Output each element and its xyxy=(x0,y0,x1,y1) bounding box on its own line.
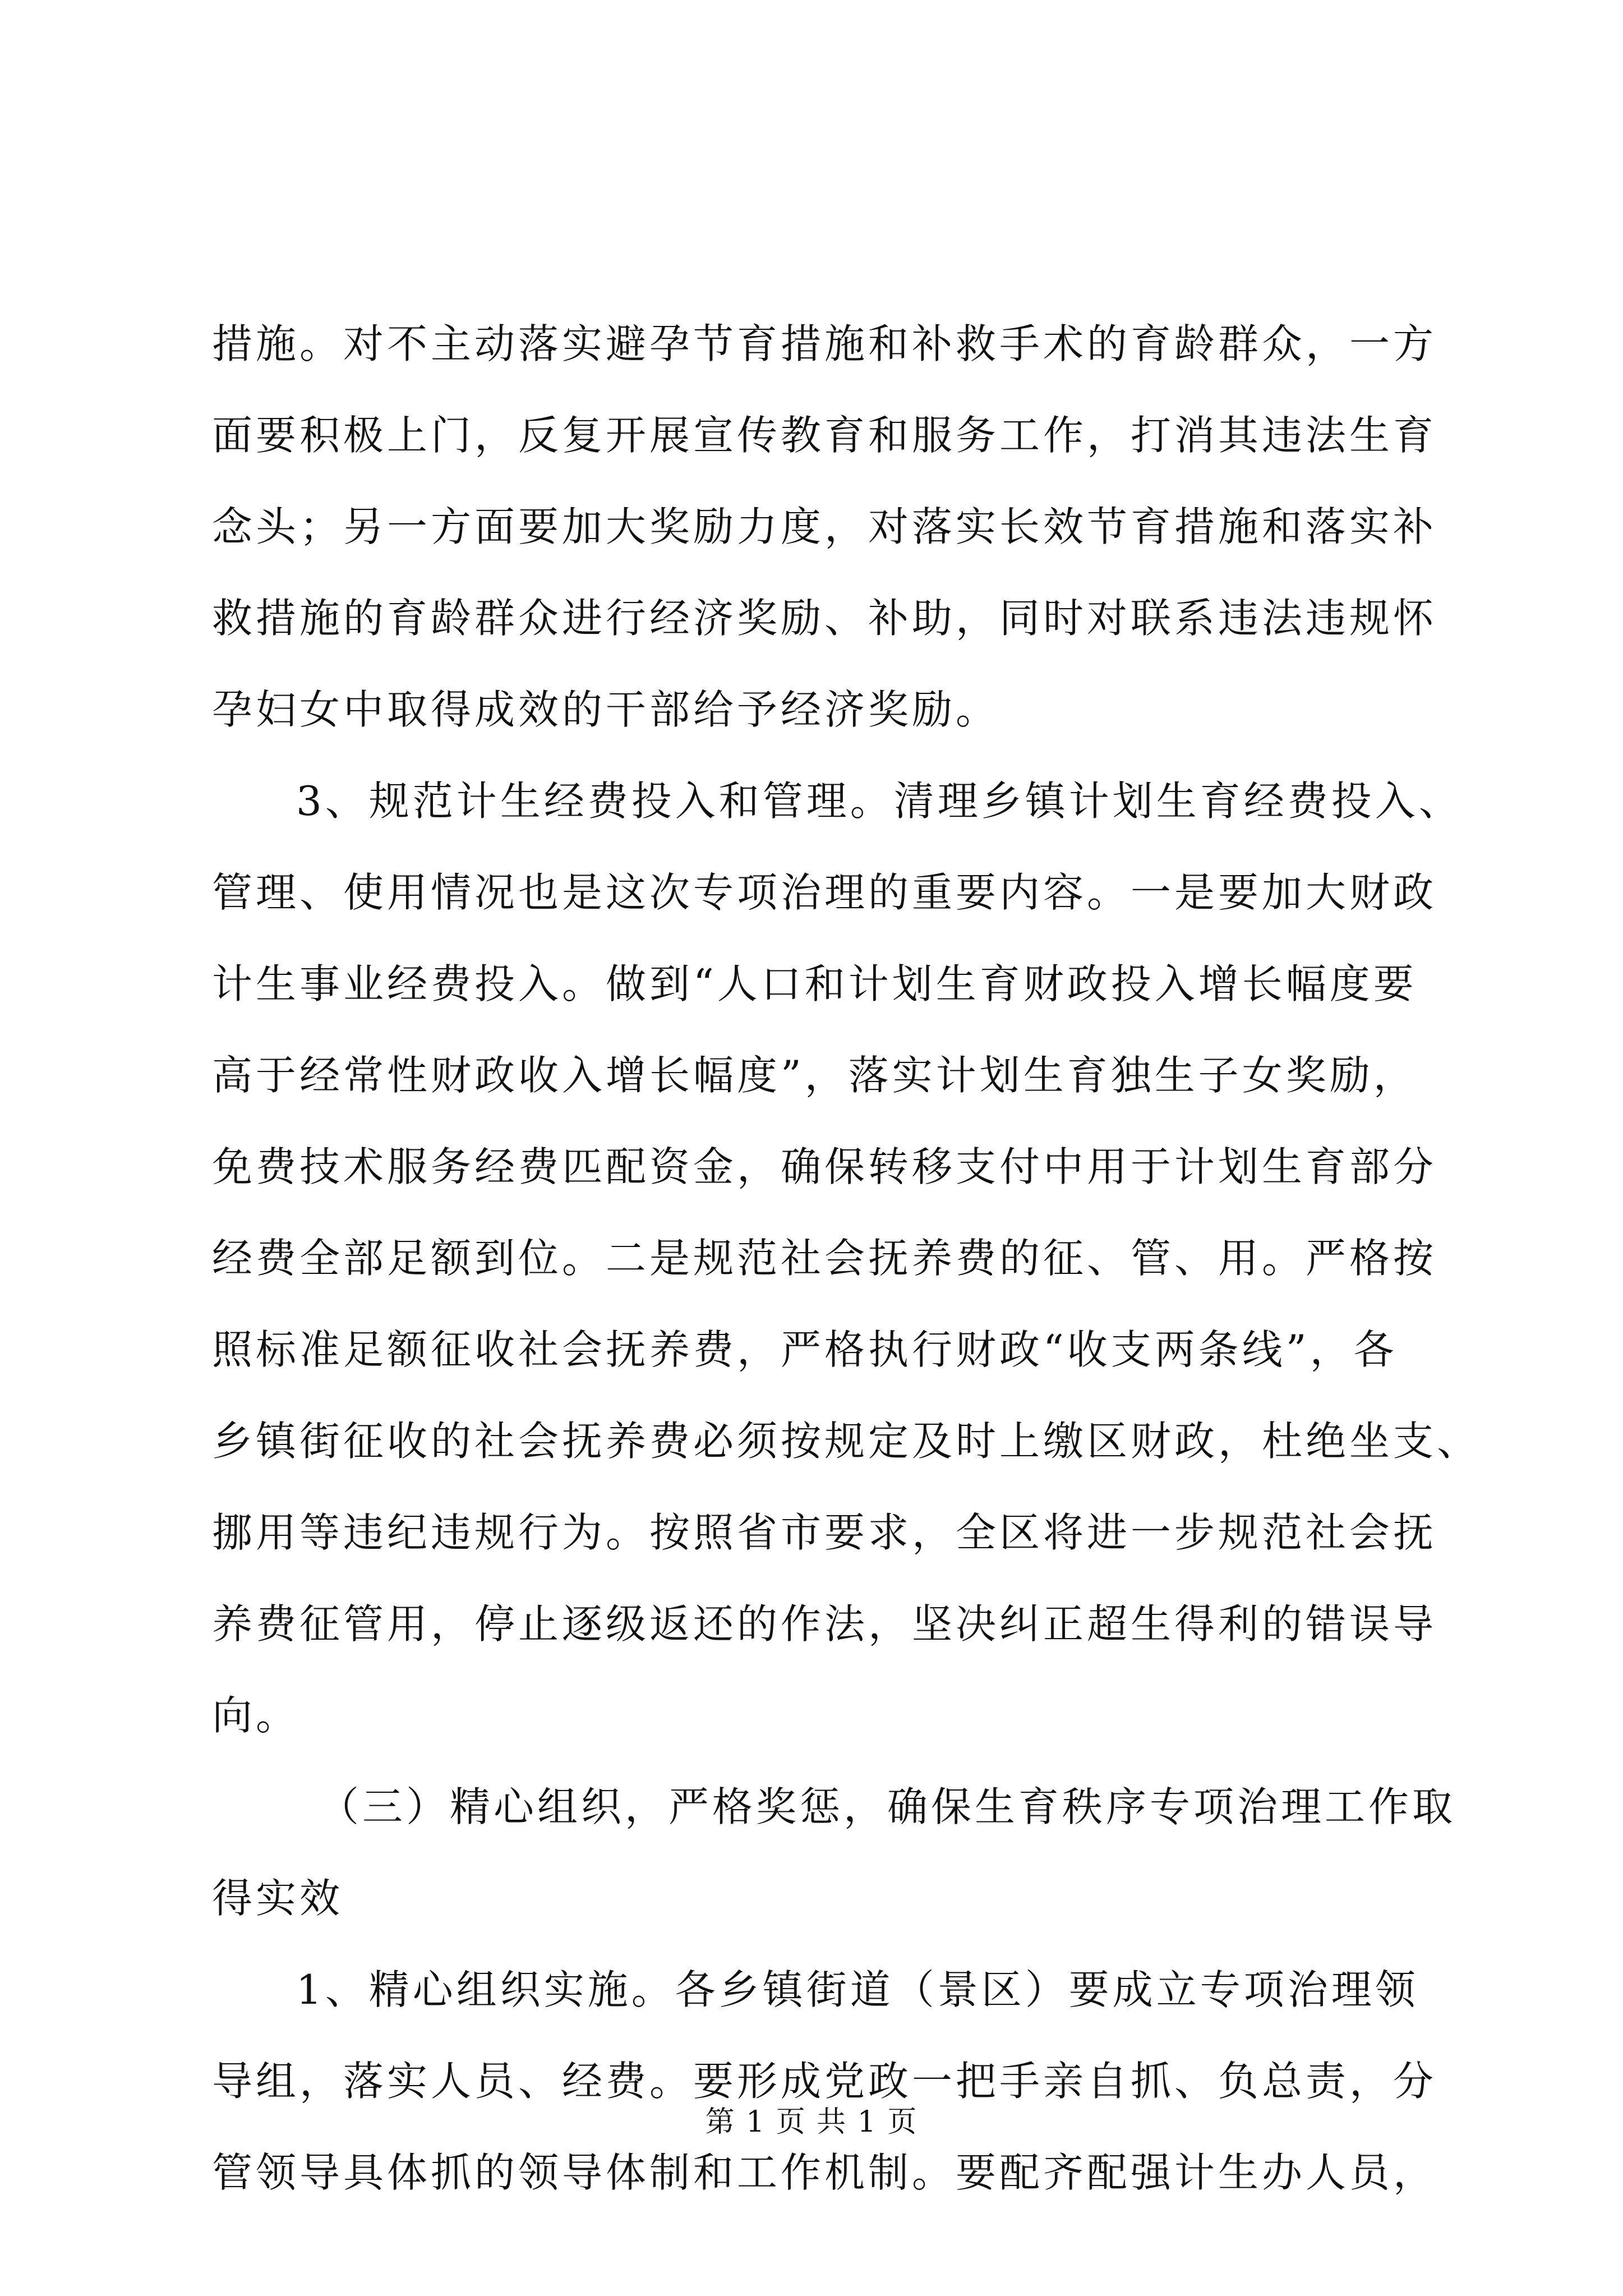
document-body xyxy=(212,298,1481,2219)
text-line: 向。 xyxy=(212,1692,300,1739)
text-line: 计生事业经费投入。做到“人口和计划生育财政投入增长幅度要 xyxy=(212,960,1417,1007)
text-line: 经费全部足额到位。二是规范社会抚养费的征、管、用。严格按 xyxy=(212,1235,1437,1282)
text-line: 管理、使用情况也是这次专项治理的重要内容。一是要加大财政 xyxy=(212,869,1437,916)
text-line: 高于经常性财政收入增长幅度”，落实计划生育独生子女奖励， xyxy=(212,1052,1417,1099)
section-heading: （三）精心组织，严格奖惩，确保生育秩序专项治理工作取 xyxy=(319,1783,1456,1830)
text-line: 挪用等违纪违规行为。按照省市要求，全区将进一步规范社会抚 xyxy=(212,1509,1437,1556)
text-line: 1、精心组织实施。各乡镇街道（景区）要成立专项治理领 xyxy=(296,1966,1419,2013)
text-line: 念头；另一方面要加大奖励力度，对落实长效节育措施和落实补 xyxy=(212,503,1437,550)
text-line: 孕妇女中取得成效的干部给予经济奖励。 xyxy=(212,686,1000,733)
section-heading: 得实效 xyxy=(212,1875,344,1922)
text-line: 3、规范计生经费投入和管理。清理乡镇计划生育经费投入、 xyxy=(296,777,1463,825)
text-line: 乡镇街征收的社会抚养费必须按规定及时上缴区财政，杜绝坐支、 xyxy=(212,1418,1481,1465)
text-line: 导组，落实人员、经费。要形成党政一把手亲自抓、负总责，分 xyxy=(212,2058,1437,2105)
text-line: 管领导具体抓的领导体制和工作机制。要配齐配强计生办人员， xyxy=(212,2149,1437,2196)
text-line: 照标准足额征收社会抚养费，严格执行财政“收支两条线”，各 xyxy=(212,1326,1398,1373)
text-line: 免费技术服务经费匹配资金，确保转移支付中用于计划生育部分 xyxy=(212,1143,1437,1190)
page-number-footer: 第 1 页 共 1 页 xyxy=(705,2105,918,2139)
text-line: 救措施的育龄群众进行经济奖励、补助，同时对联系违法违规怀 xyxy=(212,595,1437,642)
text-line: 养费征管用，停止逐级返还的作法，坚决纠正超生得利的错误导 xyxy=(212,1600,1437,1648)
text-line: 措施。对不主动落实避孕节育措施和补救手术的育龄群众，一方 xyxy=(212,320,1437,367)
text-line: 面要积极上门，反复开展宣传教育和服务工作，打消其违法生育 xyxy=(212,412,1437,459)
